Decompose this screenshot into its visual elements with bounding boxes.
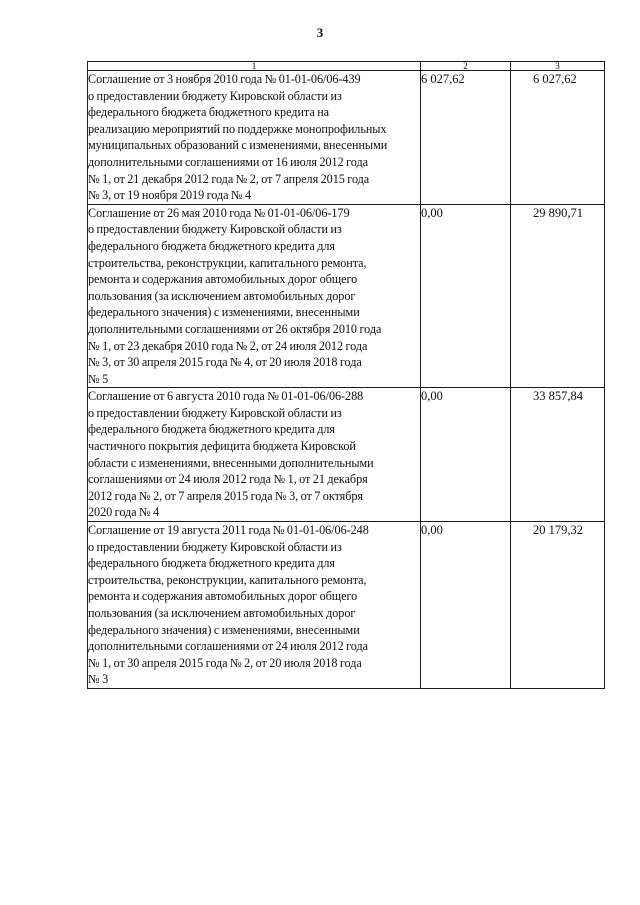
column-header-3: 3 xyxy=(511,62,605,71)
column-header-1: 1 xyxy=(88,62,421,71)
credit-agreements-table xyxy=(87,61,605,689)
description-line: № 1, от 23 декабря 2010 года № 2, от 24 июля 2012 года xyxy=(88,338,368,353)
description-line: частичного покрытия дефицита бюджета Кировской xyxy=(88,439,356,454)
description-line: 2020 года № 4 xyxy=(88,505,160,520)
description-line: Соглашение от 19 августа 2011 года № 01-01-06/06-248 xyxy=(88,523,369,538)
description-line: о предоставлении бюджету Кировской области из xyxy=(88,405,342,420)
description-line: Соглашение от 6 августа 2010 года № 01-01-06/06-288 xyxy=(88,389,364,404)
description-line: пользования (за исключением автомобильных дорог xyxy=(88,288,356,303)
description-line: реализацию мероприятий по поддержке монопрофильных xyxy=(88,121,387,136)
table-row xyxy=(88,204,605,388)
description-line: дополнительными соглашениями от 16 июля 2012 года xyxy=(88,154,368,169)
amount-column-3: 29 890,71 xyxy=(511,204,605,388)
description-line: дополнительными соглашениями от 24 июля 2012 года xyxy=(88,639,368,654)
description-line: о предоставлении бюджету Кировской области из xyxy=(88,222,342,237)
description-line: строительства, реконструкции, капитального ремонта, xyxy=(88,255,367,270)
description-line: № 1, от 21 декабря 2012 года № 2, от 7 апреля 2015 года xyxy=(88,171,370,186)
description-line: № 3, от 19 ноября 2019 года № 4 xyxy=(88,188,252,203)
description-line: федерального бюджета бюджетного кредита для xyxy=(88,422,335,437)
description-line: ремонта и содержания автомобильных дорог общего xyxy=(88,272,358,287)
description-line: федерального бюджета бюджетного кредита для xyxy=(88,556,335,571)
description-line: области с изменениями, внесенными дополнительными xyxy=(88,455,374,470)
description-line: № 3 xyxy=(88,672,109,687)
amount-column-2: 0,00 xyxy=(421,388,511,522)
amount-column-3: 20 179,32 xyxy=(511,522,605,689)
description-line: Соглашение от 26 мая 2010 года № 01-01-06/06-179 xyxy=(88,205,350,220)
amount-column-3: 33 857,84 xyxy=(511,388,605,522)
description-line: федерального значения) с изменениями, внесенными xyxy=(88,622,360,637)
description-line: № 1, от 30 апреля 2015 года № 2, от 20 июля 2018 года xyxy=(88,655,362,670)
description-line: Соглашение от 3 ноября 2010 года № 01-01-06/06-439 xyxy=(88,72,361,86)
agreement-description xyxy=(88,388,421,522)
description-line: федерального бюджета бюджетного кредита на xyxy=(88,105,330,120)
amount-column-3: 6 027,62 xyxy=(511,71,605,205)
page-number: 3 xyxy=(316,25,324,40)
table-row xyxy=(88,71,605,205)
description-line: № 3, от 30 апреля 2015 года № 4, от 20 июля 2018 года xyxy=(88,355,362,370)
description-line: федерального значения) с изменениями, внесенными xyxy=(88,305,360,320)
amount-column-2: 6 027,62 xyxy=(421,71,511,205)
description-line: о предоставлении бюджету Кировской области из xyxy=(88,88,342,103)
table-row xyxy=(88,522,605,689)
description-line: пользования (за исключением автомобильных дорог xyxy=(88,606,356,620)
description-line: дополнительными соглашениями от 26 октября 2010 года xyxy=(88,321,382,336)
agreement-description xyxy=(88,71,421,205)
description-line: ремонта и содержания автомобильных дорог общего xyxy=(88,589,358,604)
description-line: строительства, реконструкции, капитального ремонта, xyxy=(88,572,367,587)
description-line: № 5 xyxy=(88,371,109,386)
description-line: соглашениями от 24 июля 2012 года № 1, от 21 декабря xyxy=(88,472,368,487)
description-line: 2012 года № 2, от 7 апреля 2015 года № 3, от 7 октября xyxy=(88,488,363,503)
description-line: о предоставлении бюджету Кировской области из xyxy=(88,539,342,554)
table-header-row xyxy=(88,62,605,71)
table-row xyxy=(88,388,605,522)
agreement-description xyxy=(88,522,421,689)
amount-column-2: 0,00 xyxy=(421,522,511,689)
column-header-2: 2 xyxy=(421,62,511,71)
description-line: федерального бюджета бюджетного кредита для xyxy=(88,238,335,253)
agreement-description xyxy=(88,204,421,388)
amount-column-2: 0,00 xyxy=(421,204,511,388)
description-line: муниципальных образований с изменениями, внесенными xyxy=(88,138,388,153)
